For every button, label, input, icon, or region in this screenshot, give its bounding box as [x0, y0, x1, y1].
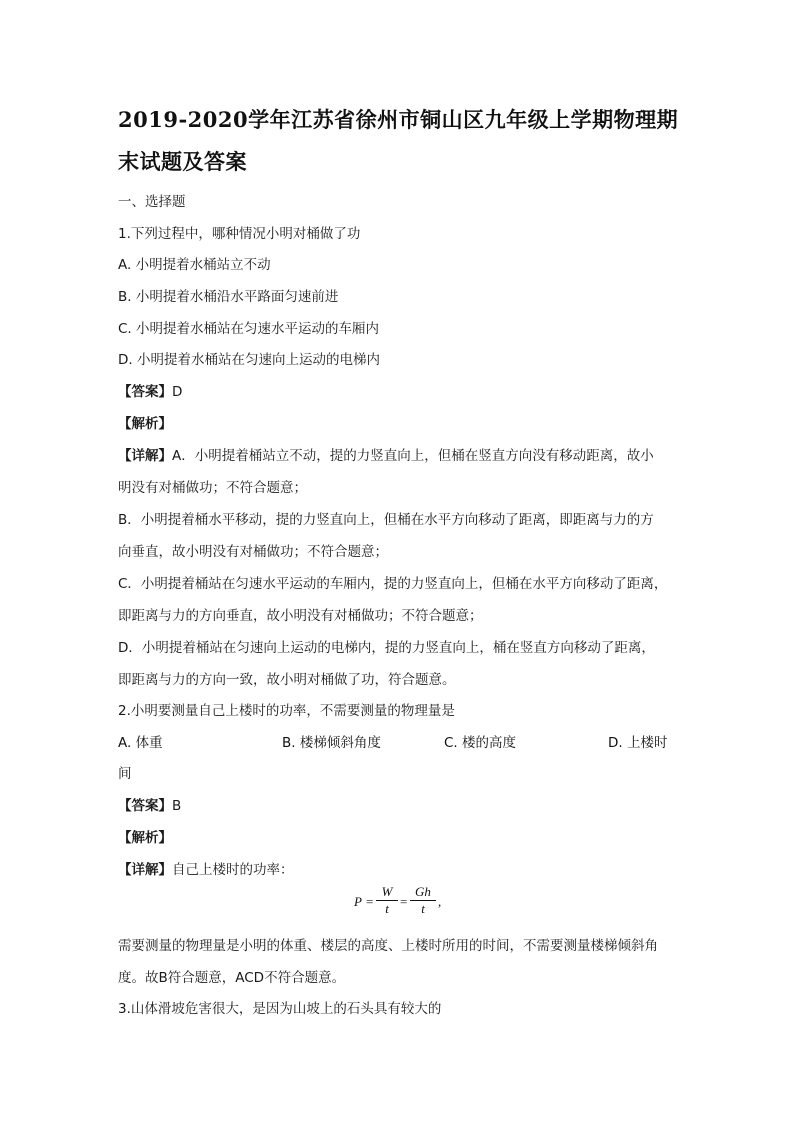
answer-value: B	[172, 798, 182, 814]
q1-answer	[118, 380, 182, 400]
document-title-line-2: 末试题及答案	[118, 149, 247, 174]
q1-detail-1: 【详解】A．小明提着桶站立不动，提的力竖直向上，但桶在竖直方向没有移动距离，故小	[118, 448, 654, 464]
q1-option-d: D. 小明提着水桶站在匀速向上运动的电梯内	[118, 352, 380, 368]
q2-stem: 2.小明要测量自己上楼时的功率，不需要测量的物理量是	[118, 703, 455, 719]
detail-tag: 【详解】	[118, 448, 172, 464]
q2-option-c: C. 楼的高度	[444, 735, 517, 751]
section-heading: 一、选择题	[118, 194, 186, 210]
q1-detail-6: 即距离与力的方向垂直，故小明没有对桶做功；不符合题意；	[118, 608, 483, 624]
q1-detail-5: C．小明提着桶站在匀速水平运动的车厢内，提的力竖直向上，但桶在水平方向移动了距离，	[118, 576, 668, 592]
answer-tag: 【答案】	[118, 384, 172, 400]
formula-fraction-1: $\frac{W}{t}$	[376, 884, 398, 917]
answer-tag: 【答案】	[118, 798, 172, 814]
q1-detail-4: 向垂直，故小明没有对桶做功；不符合题意；	[118, 544, 388, 560]
q2-option-d-wrap: 间	[118, 766, 132, 782]
q1-option-b: B. 小明提着水桶沿水平路面匀速前进	[118, 289, 339, 305]
q1-detail-3: B．小明提着桶水平移动，提的力竖直向上，但桶在水平方向移动了距离，即距离与力的方	[118, 512, 654, 528]
q2-detail-2: 度。故B符合题意，ACD不符合题意。	[118, 970, 346, 986]
formula-comma: ,	[438, 894, 442, 909]
q1-detail-8: 即距离与力的方向一致，故小明对桶做了功，符合题意。	[118, 672, 456, 688]
q1-option-c: C. 小明提着水桶站在匀速水平运动的车厢内	[118, 321, 380, 337]
q3-stem: 3.山体滑坡危害很大，是因为山坡上的石头具有较大的	[118, 1001, 442, 1017]
detail-tag: 【详解】	[118, 862, 172, 878]
formula-lhs: P	[354, 894, 362, 909]
q2-option-b: B. 楼梯倾斜角度	[282, 735, 381, 751]
formula-eq-2: =	[400, 894, 408, 909]
q2-answer	[118, 794, 181, 814]
q2-analysis-tag: 【解析】	[118, 830, 172, 846]
q1-stem: 1.下列过程中，哪种情况小明对桶做了功	[118, 226, 361, 242]
q2-detail-intro: 【详解】自己上楼时的功率：	[118, 862, 294, 878]
formula-fraction-2: $\frac{Gh}{t}$	[410, 884, 436, 917]
q2-option-d: D. 上楼时	[608, 735, 668, 751]
q1-option-a: A. 小明提着水桶站立不动	[118, 257, 271, 273]
q1-detail-7: D．小明提着桶站在匀速向上运动的电梯内，提的力竖直向上，桶在竖直方向移动了距离，	[118, 640, 655, 656]
q1-analysis-tag: 【解析】	[118, 416, 172, 432]
power-formula	[354, 882, 494, 922]
document-title-line-1: 2019-2020学年江苏省徐州市铜山区九年级上学期物理期	[118, 107, 679, 132]
q1-detail-2: 明没有对桶做功；不符合题意；	[118, 480, 307, 496]
formula-eq-1: =	[366, 894, 374, 909]
answer-value: D	[172, 384, 183, 400]
q2-detail-1: 需要测量的物理量是小明的体重、楼层的高度、上楼时所用的时间，不需要测量楼梯倾斜角	[118, 938, 658, 954]
q2-option-a: A. 体重	[118, 735, 163, 751]
